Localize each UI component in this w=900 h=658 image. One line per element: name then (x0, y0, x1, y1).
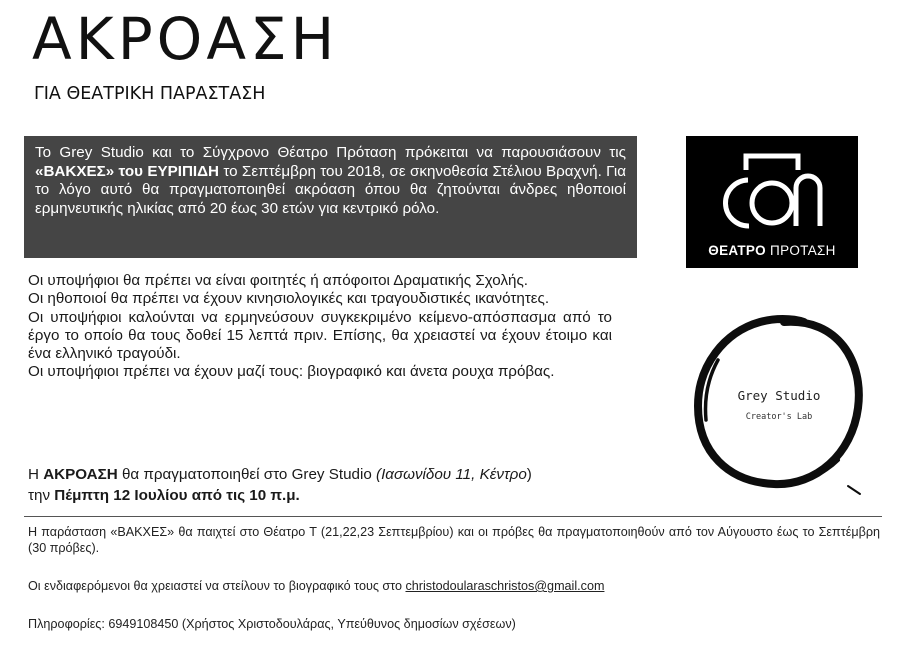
caption-bold: ΘΕΑΤΡΟ (708, 243, 766, 258)
audition-bold-word: ΑΚΡΟΑΣΗ (43, 466, 118, 483)
contact-prefix: Οι ενδιαφερόμενοι θα χρειαστεί να στείλουν το βιογραφικό τους στο (28, 579, 406, 593)
requirement-item: Οι υποψήφιοι καλούνται να ερμηνεύσουν συγκεκριμένο κείμενο-απόσπασμα από το έργο το οποίο θα τους δοθεί 15 λεπτά πριν. Επίσης, θα χρειαστεί να έχουν έτοιμο και ένα ελληνικό τραγούδι. (28, 308, 612, 363)
grey-studio-tagline: Creator's Lab (745, 412, 813, 422)
caption-rest: ΠΡΟΤΑΣΗ (765, 243, 836, 258)
email-link[interactable]: christodoularaschristos@gmail.com (405, 579, 605, 593)
performance-info: Η παράσταση «ΒΑΚΧΕΣ» θα παιχτεί στο Θέατρο Τ (21,22,23 Σεπτεμβρίου) και οι πρόβες θα πραγματοποιηθούν από τον Αύγουστο έως το Σεπτέμβρη (30 πρόβες). (28, 525, 880, 555)
audition-location: θα πραγματοποιηθεί στο Grey Studio (117, 466, 377, 483)
section-divider (24, 516, 882, 517)
grey-studio-name: Grey Studio (737, 388, 821, 403)
requirement-item: Οι υποψήφιοι πρέπει να έχουν μαζί τους: βιογραφικό και άνετα ρουχα πρόβας. (28, 363, 555, 381)
contact-info (28, 578, 880, 594)
audition-address-close: ) (526, 466, 532, 483)
intro-box (24, 136, 637, 258)
audition-address: (Ιασωνίδου 11, Κέντρο (376, 466, 527, 483)
audition-date: Πέμπτη 12 Ιουλίου από τις 10 π.μ. (54, 487, 300, 504)
intro-text-start: Το Grey Studio και το Σύγχρονο Θέατρο Πρόταση πρόκειται να παρουσιάσουν τις (35, 144, 626, 161)
audition-prefix: Η (28, 466, 44, 483)
theatro-protasi-logo (686, 136, 858, 268)
intro-play-title: «ΒΑΚΧΕΣ» του ΕΥΡΙΠΙΔΗ (35, 162, 220, 180)
audition-date-prefix: την (28, 487, 55, 504)
brush-circle-icon (688, 304, 870, 504)
audition-line-2 (28, 485, 648, 506)
theatro-protasi-symbol-icon (716, 148, 828, 234)
audition-info (28, 464, 648, 506)
grey-studio-logo (688, 304, 870, 504)
requirement-item: Οι υποψήφιοι θα πρέπει να είναι φοιτητές ή απόφοιτοι Δραματικής Σχολής. (28, 272, 529, 289)
intro-text-end: το Σεπτέμβρη του 2018, σε σκηνοθεσία Στέλιου Βραχνή. Για το λόγο αυτό θα πραγματοποιηθεί ακρόαση όπου θα ζητούνται άνδρες ηθοποιοί ερμηνευτικής ηλικίας από 20 έως 30 ετών για κεντρικό ρόλο. (35, 162, 626, 217)
phone-info: Πληροφορίες: 6949108450 (Χρήστος Χριστοδουλάρας, Υπεύθυνος δημοσίων σχέσεων) (28, 617, 516, 631)
page-title: ΑΚΡΟΑΣΗ (32, 5, 339, 73)
page-subtitle: ΓΙΑ ΘΕΑΤΡΙΚΗ ΠΑΡΑΣΤΑΣΗ (34, 84, 266, 104)
requirement-item: Οι ηθοποιοί θα πρέπει να έχουν κινησιολογικές και τραγουδιστικές ικανότητες. (28, 290, 550, 308)
theatro-protasi-caption (686, 243, 858, 258)
requirements-list (28, 272, 612, 382)
audition-line-1 (28, 464, 648, 485)
